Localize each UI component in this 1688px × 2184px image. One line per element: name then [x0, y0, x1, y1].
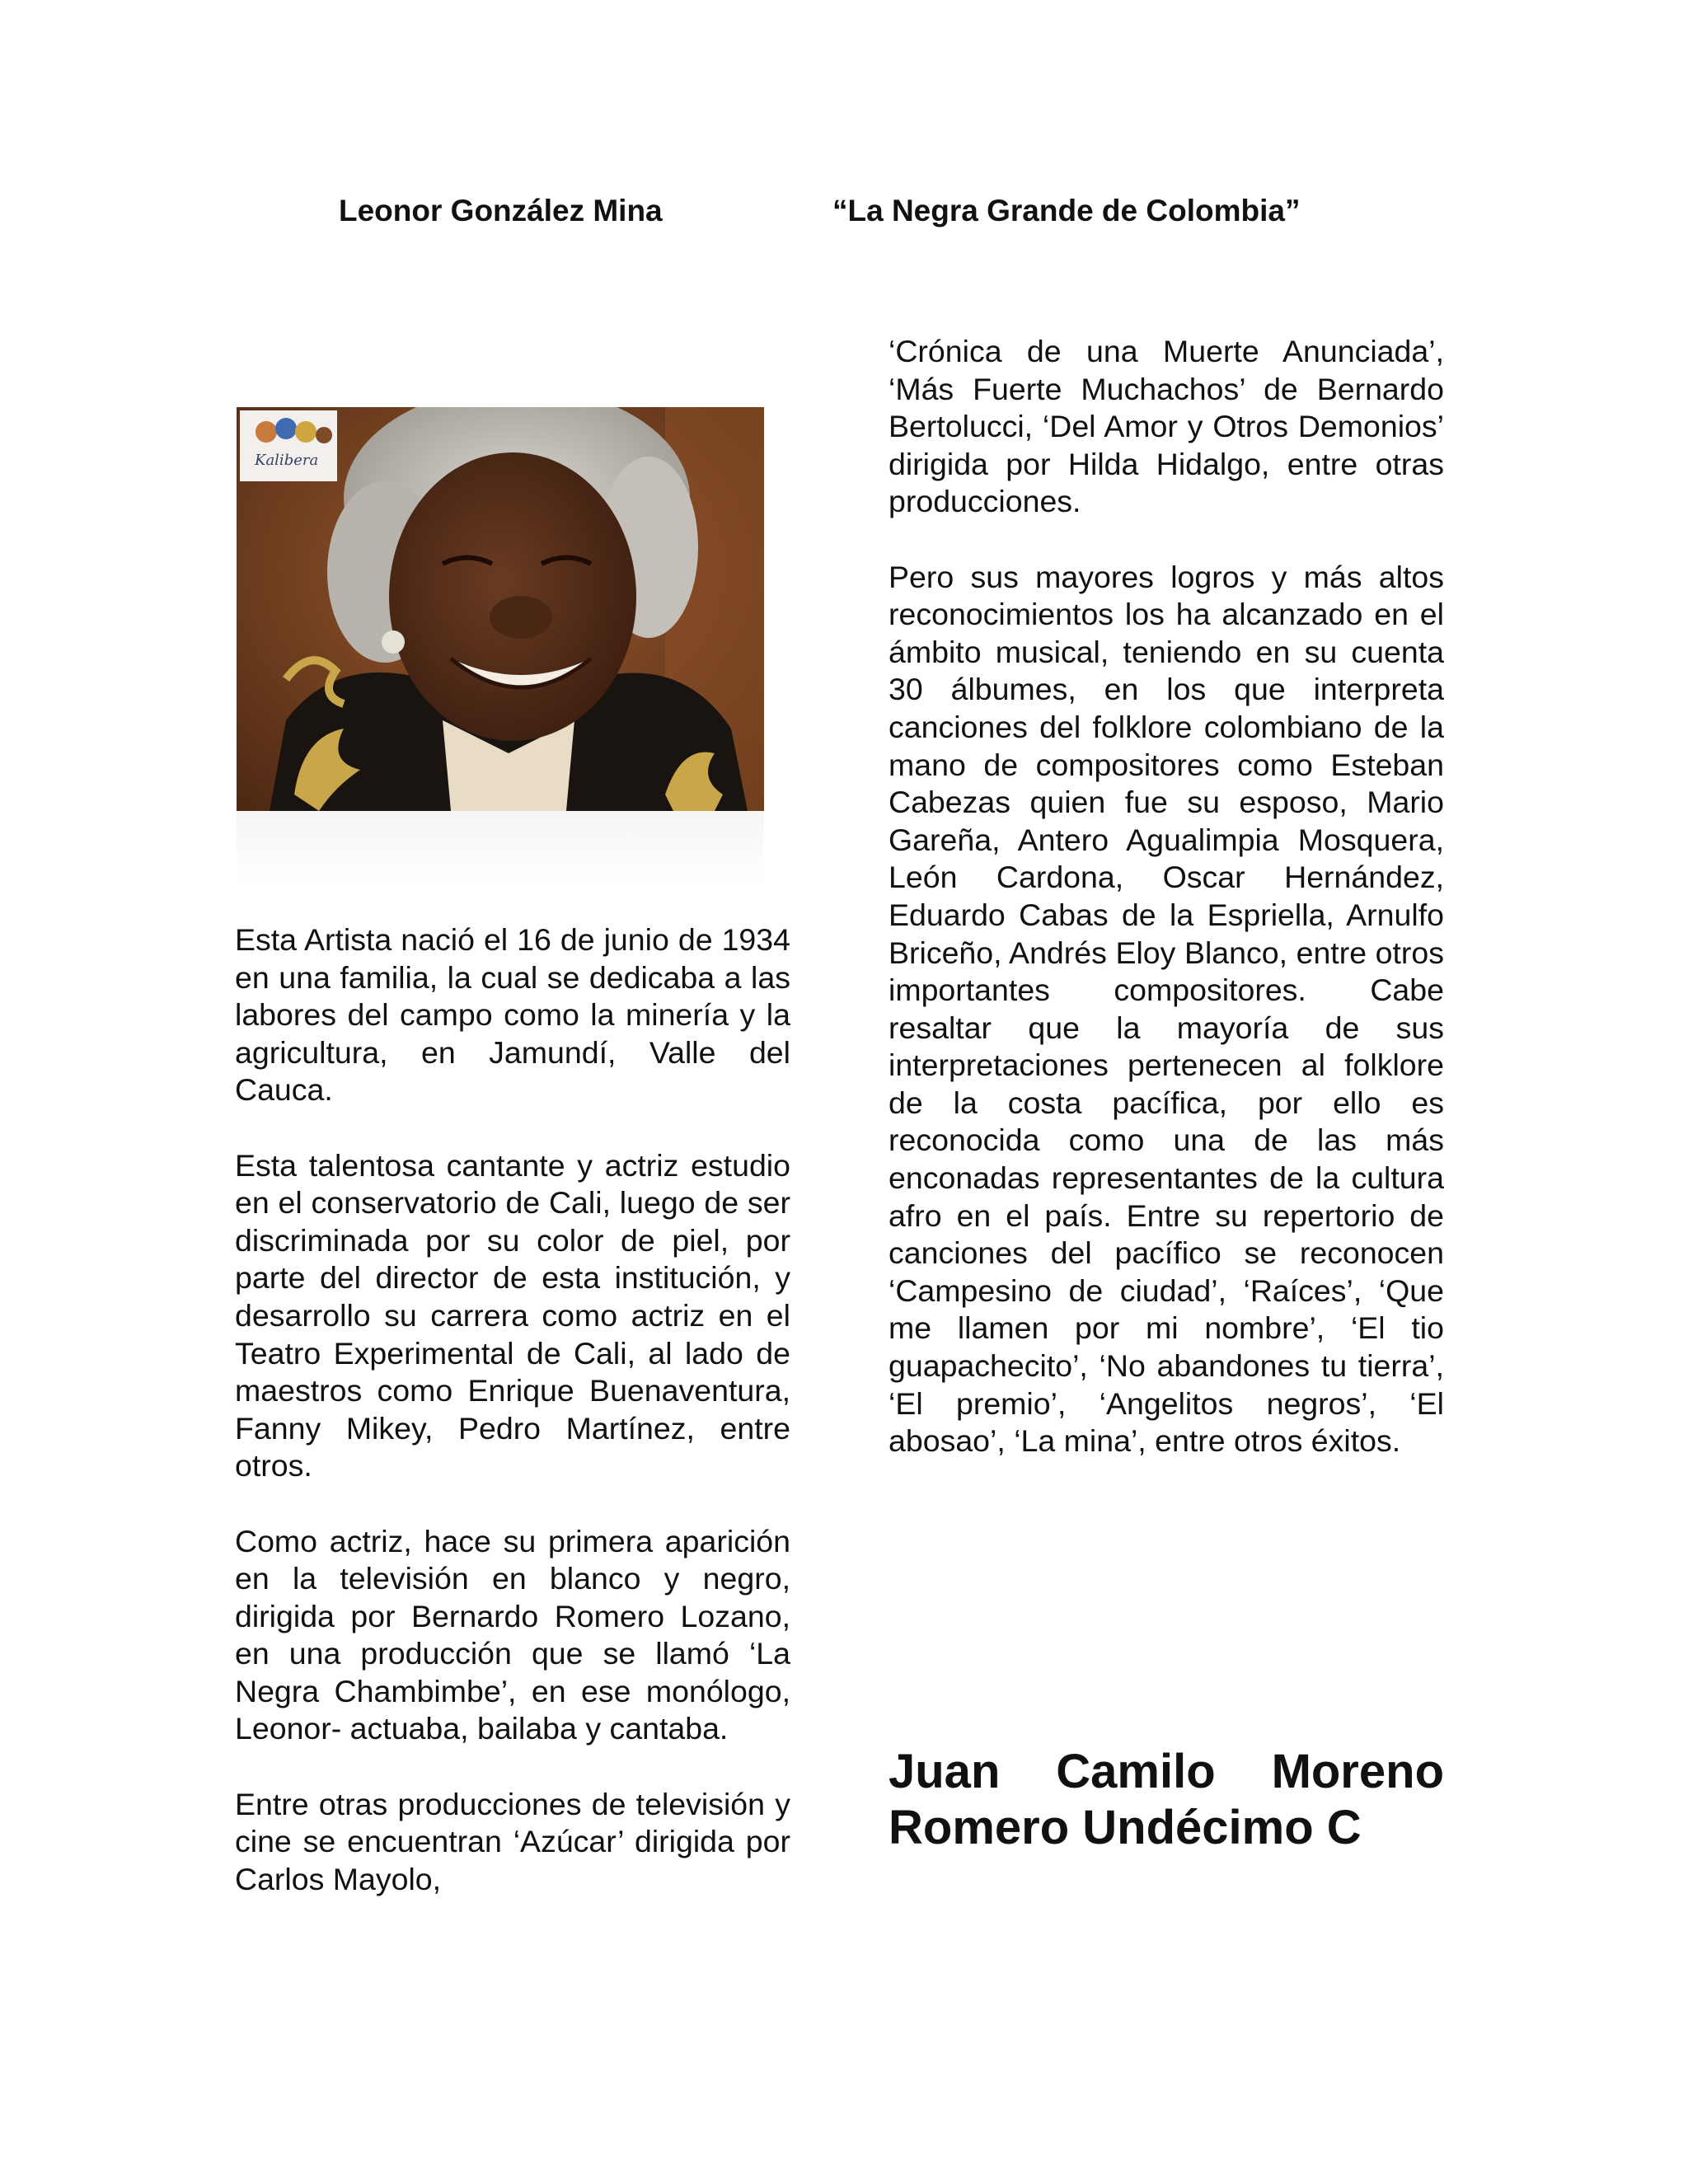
paragraph-television: Como actriz, hace su primera aparición en la televisión en blanco y negro, dirigida por Bernardo Romero Lozano, en una producción que se llamó ‘La Negra Chambimbe’, en ese monólogo, Leonor- actuaba, bailaba y cantaba. — [235, 1523, 790, 1746]
paragraph-birth: Esta Artista nació el 16 de junio de 1934 en una familia, la cual se dedicaba a las labores del campo como la minería y la agricultura, en Jamundí, Valle del Cauca. — [235, 922, 790, 1108]
right-column — [889, 333, 1444, 1460]
heading-name: Leonor González Mina — [339, 194, 663, 227]
paragraph-music: Pero sus mayores logros y más altos reconocimientos los ha alcanzado en el ámbito musical, teniendo en su cuenta 30 álbumes, en los que interpreta canciones del folklore colombiano de la mano de compositores como Esteban Cabezas quien fue su esposo, Mario Gareña, Antero Agualimpia Mosquera, León Cardona, Oscar Hernández, Eduardo Cabas de la Espriella, Arnulfo Briceño, Andrés Eloy Blanco, entre otros importantes compositores. Cabe resaltar que la mayoría de sus interpretaciones pertenecen al folklore de la costa pacífica, por ello es reconocida como una de las más enconadas representantes de la cultura afro en el país. Entre su repertorio de canciones del pacífico se reconocen ‘Campesino de ciudad’, ‘Raíces’, ‘Que me llamen por mi nombre’, ‘El tio guapachecito’, ‘No abandones tu tierra’, ‘El premio’, ‘Angelitos negros’, ‘El abosao’, ‘La mina’, entre otros éxitos. — [889, 559, 1444, 1459]
portrait-photo — [237, 407, 764, 811]
portrait-fade — [237, 811, 764, 885]
left-column — [235, 921, 790, 1898]
paragraph-career: Esta talentosa cantante y actriz estudio en el conservatorio de Cali, luego de ser discriminada por su color de piel, por parte del director de esta institución, y desarrollo su carrera como actriz en el Teatro Experimental de Cali, al lado de maestros como Enrique Buenaventura, Fanny Mikey, Pedro Martínez, entre otros. — [235, 1147, 790, 1483]
paragraph-films: ‘Crónica de una Muerte Anunciada’, ‘Más Fuerte Muchachos’ de Bernardo Bertolucci, ‘Del Amor y Otros Demonios’ dirigida por Hilda Hidalgo, entre otras producciones. — [889, 334, 1444, 519]
paragraph-productions: Entre otras producciones de televisión y cine se encuentran ‘Azúcar’ dirigida por Carlos Mayolo, — [235, 1786, 790, 1896]
logo-text: Kalibera — [255, 452, 319, 469]
heading-nickname: “La Negra Grande de Colombia” — [832, 194, 1301, 227]
author-name: Juan Camilo Moreno Romero Undécimo C — [889, 1745, 1444, 1854]
